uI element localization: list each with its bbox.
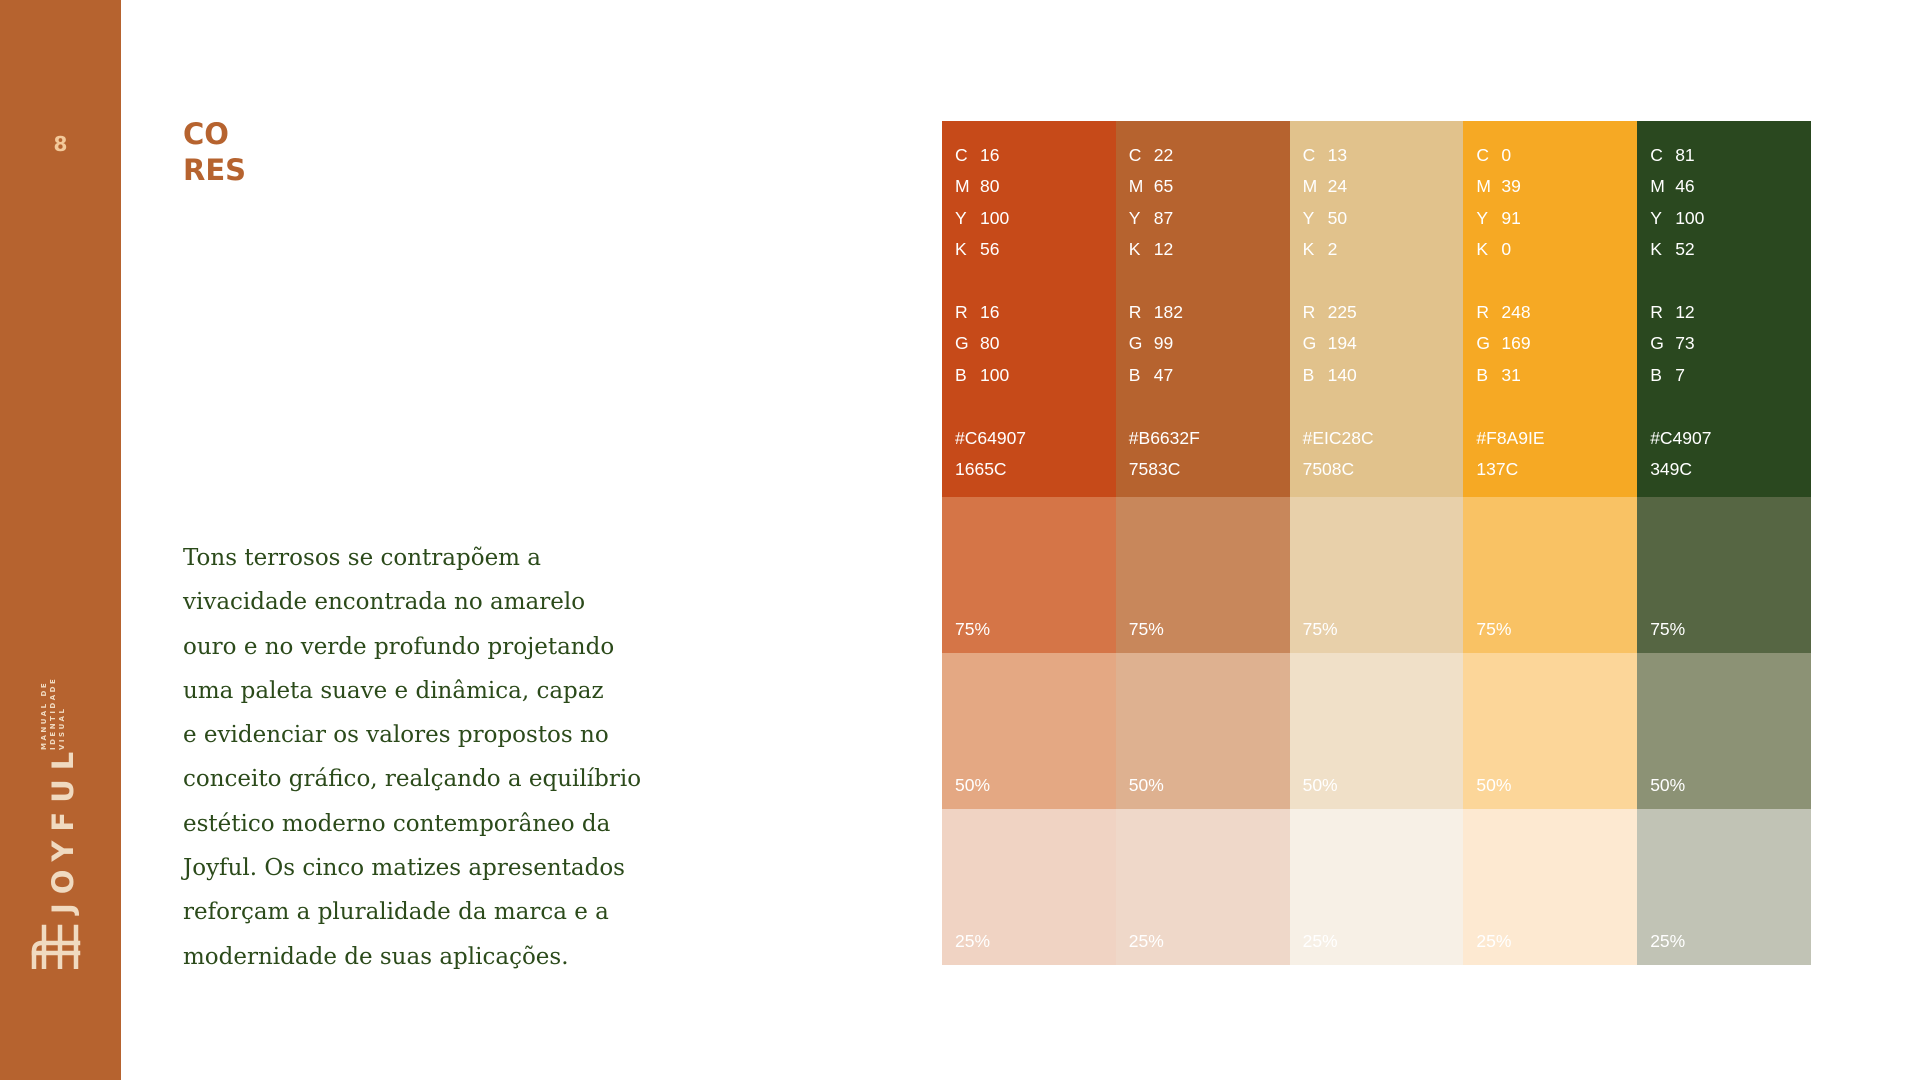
- cmyk-row: [1129, 171, 1290, 202]
- pantone-code: 7583C: [1128, 458, 1181, 479]
- rgb-row: [1650, 328, 1811, 359]
- cmyk-row: [1303, 171, 1464, 202]
- cmyk-row: [1650, 234, 1811, 265]
- cmyk-row: [1650, 140, 1811, 171]
- cmyk-value: 0: [1501, 145, 1512, 165]
- rgb-channel: R: [1302, 301, 1316, 322]
- rgb-channel: B: [1302, 364, 1315, 385]
- brand-sub-line-2: IDENTIDADE: [49, 676, 57, 750]
- swatch-main: [1463, 121, 1637, 497]
- page-title: [183, 116, 246, 188]
- cmyk-channel: C: [1302, 145, 1316, 165]
- rgb-value: 47: [1153, 364, 1174, 385]
- pantone-code: 137C: [1476, 458, 1519, 479]
- pantone-code: 349C: [1650, 458, 1693, 479]
- cmyk-value: 52: [1675, 239, 1695, 260]
- rgb-value: 182: [1153, 301, 1183, 322]
- cmyk-value: 13: [1327, 145, 1348, 165]
- swatch-main: [942, 121, 1116, 497]
- tint-swatch: [1463, 653, 1637, 809]
- hex-code: #C64907: [955, 427, 1027, 448]
- hex-code: #B6632F: [1128, 427, 1200, 448]
- body-line: e evidenciar os valores propostos no: [183, 722, 609, 749]
- tint-label: 25%: [955, 931, 991, 951]
- cmyk-channel: Y: [1302, 207, 1315, 228]
- tint-swatch: [1290, 497, 1464, 653]
- cmyk-channel: Y: [955, 207, 967, 228]
- tint-label: 75%: [1650, 619, 1686, 639]
- rgb-row: [955, 297, 1116, 328]
- body-line: modernidade de suas aplicações.: [183, 943, 569, 970]
- rgb-row: [1303, 297, 1464, 328]
- rgb-row: [1129, 297, 1290, 328]
- title-line-1: CO: [183, 117, 229, 151]
- cmyk-row: [955, 140, 1116, 171]
- cmyk-row: [1476, 171, 1637, 202]
- cmyk-row: [955, 171, 1116, 202]
- body-line: conceito gráfico, realçando a equilíbrio: [183, 766, 642, 793]
- pantone-code: 7508C: [1302, 458, 1355, 479]
- rgb-value: 31: [1501, 364, 1521, 385]
- cmyk-value: 65: [1153, 176, 1174, 197]
- tint-label: 50%: [1128, 775, 1164, 795]
- tint-label: 50%: [955, 775, 991, 795]
- cmyk-row: [1476, 140, 1637, 171]
- rgb-channel: R: [1650, 301, 1663, 322]
- cmyk-row: [1129, 140, 1290, 171]
- tint-label: 50%: [1476, 775, 1512, 795]
- rgb-channel: G: [955, 333, 969, 354]
- tint-swatch: [942, 809, 1116, 965]
- swatch-column: [942, 121, 1116, 965]
- rgb-row: [1129, 328, 1290, 359]
- tint-swatch: [1290, 809, 1464, 965]
- rgb-row: [1303, 328, 1464, 359]
- cmyk-channel: M: [955, 176, 970, 197]
- rgb-channel: B: [1128, 364, 1141, 385]
- cmyk-value: 39: [1501, 176, 1521, 197]
- cmyk-value: 16: [980, 145, 1000, 165]
- cmyk-channel: C: [955, 145, 968, 165]
- cmyk-channel: Y: [1128, 207, 1141, 228]
- rgb-channel: G: [1302, 333, 1317, 354]
- cmyk-channel: Y: [1476, 207, 1489, 228]
- tint-label: 75%: [1128, 619, 1164, 639]
- rgb-row: [1129, 360, 1290, 391]
- body-paragraph: [183, 536, 653, 979]
- rgb-value: 99: [1153, 333, 1174, 354]
- tint-swatch: [1637, 497, 1811, 653]
- brand-wordmark: JOYFUL: [46, 742, 80, 914]
- pantone-code: 1665C: [955, 458, 1007, 479]
- tint-label: 75%: [955, 619, 991, 639]
- cmyk-value: 46: [1675, 176, 1695, 197]
- cmyk-row: [1129, 203, 1290, 234]
- tint-label: 50%: [1650, 775, 1686, 795]
- body-line: ouro e no verde profundo projetando: [183, 633, 615, 660]
- rgb-value: 16: [980, 301, 1000, 322]
- cmyk-value: 100: [1675, 207, 1705, 228]
- cmyk-channel: C: [1128, 145, 1142, 165]
- joyful-logo-icon: [30, 923, 82, 969]
- body-line: Joyful. Os cinco matizes apresentados: [183, 855, 625, 882]
- cmyk-value: 87: [1153, 207, 1174, 228]
- cmyk-channel: M: [1302, 176, 1318, 197]
- rgb-value: 248: [1501, 301, 1531, 322]
- brand-sub-line-3: VISUAL: [58, 706, 66, 750]
- cmyk-row: [955, 203, 1116, 234]
- rgb-value: 73: [1675, 333, 1695, 354]
- tint-label: 25%: [1302, 931, 1338, 951]
- tint-swatch: [1116, 497, 1290, 653]
- cmyk-value: 80: [980, 176, 1000, 197]
- cmyk-row: [1476, 234, 1637, 265]
- rgb-channel: B: [1476, 364, 1489, 385]
- tint-label: 75%: [1302, 619, 1338, 639]
- cmyk-value: 22: [1153, 145, 1174, 165]
- body-line: vivacidade encontrada no amarelo: [183, 589, 586, 616]
- tint-swatch: [942, 497, 1116, 653]
- swatch-main: [1116, 121, 1290, 497]
- cmyk-channel: Y: [1650, 207, 1662, 228]
- brand-sub-line-1: MANUAL DE: [40, 680, 48, 750]
- color-palette: [942, 121, 1811, 965]
- cmyk-row: [955, 234, 1116, 265]
- tint-swatch: [1290, 653, 1464, 809]
- brand-subtitle: [40, 677, 67, 750]
- cmyk-row: [1476, 203, 1637, 234]
- rgb-value: 80: [980, 333, 1000, 354]
- tint-swatch: [1116, 653, 1290, 809]
- tint-label: 25%: [1128, 931, 1164, 951]
- cmyk-value: 0: [1501, 239, 1512, 260]
- rgb-channel: G: [1476, 333, 1491, 354]
- cmyk-row: [1303, 140, 1464, 171]
- cmyk-channel: C: [1476, 145, 1490, 165]
- rgb-value: 169: [1501, 333, 1531, 354]
- hex-code: #F8A9IE: [1476, 427, 1545, 448]
- cmyk-channel: K: [1476, 239, 1489, 260]
- cmyk-row: [1650, 203, 1811, 234]
- rgb-row: [1650, 360, 1811, 391]
- swatch-column: [1463, 121, 1637, 965]
- cmyk-value: 12: [1153, 239, 1174, 260]
- rgb-value: 194: [1327, 333, 1357, 354]
- rgb-channel: B: [1650, 364, 1662, 385]
- cmyk-value: 24: [1327, 176, 1348, 197]
- cmyk-channel: M: [1128, 176, 1144, 197]
- rgb-channel: B: [955, 364, 967, 385]
- rgb-row: [1476, 297, 1637, 328]
- body-line: reforçam a pluralidade da marca e a: [183, 899, 609, 926]
- tint-swatch: [1637, 809, 1811, 965]
- cmyk-channel: M: [1476, 176, 1491, 197]
- cmyk-row: [1303, 203, 1464, 234]
- sidebar: [0, 0, 121, 1080]
- cmyk-value: 56: [980, 239, 1000, 260]
- cmyk-value: 100: [980, 207, 1010, 228]
- body-line: uma paleta suave e dinâmica, capaz: [183, 677, 604, 704]
- rgb-value: 7: [1675, 364, 1685, 385]
- rgb-row: [1303, 360, 1464, 391]
- cmyk-value: 50: [1327, 207, 1348, 228]
- cmyk-channel: C: [1650, 145, 1663, 165]
- cmyk-row: [1650, 171, 1811, 202]
- cmyk-channel: K: [1128, 239, 1141, 260]
- tint-swatch: [1463, 497, 1637, 653]
- title-line-2: RES: [183, 153, 247, 187]
- tint-label: 25%: [1650, 931, 1686, 951]
- rgb-row: [1476, 328, 1637, 359]
- tint-swatch: [1463, 809, 1637, 965]
- swatch-column: [1290, 121, 1464, 965]
- body-line: estético moderno contemporâneo da: [183, 810, 611, 837]
- tint-label: 75%: [1476, 619, 1512, 639]
- cmyk-value: 2: [1327, 239, 1338, 260]
- rgb-row: [955, 360, 1116, 391]
- rgb-channel: R: [1128, 301, 1142, 322]
- tint-label: 25%: [1476, 931, 1512, 951]
- tint-swatch: [1116, 809, 1290, 965]
- rgb-row: [955, 328, 1116, 359]
- rgb-channel: R: [1476, 301, 1490, 322]
- swatch-main: [1637, 121, 1811, 497]
- rgb-value: 225: [1327, 301, 1357, 322]
- cmyk-channel: M: [1650, 176, 1665, 197]
- tint-label: 50%: [1302, 775, 1338, 795]
- cmyk-channel: K: [955, 239, 967, 260]
- rgb-value: 140: [1327, 364, 1357, 385]
- rgb-channel: G: [1650, 333, 1664, 354]
- rgb-row: [1476, 360, 1637, 391]
- cmyk-value: 91: [1501, 207, 1521, 228]
- tint-swatch: [1637, 653, 1811, 809]
- hex-code: #C4907: [1650, 427, 1712, 448]
- rgb-channel: R: [955, 301, 968, 322]
- page-number: 8: [53, 132, 68, 156]
- rgb-row: [1650, 297, 1811, 328]
- swatch-main: [1290, 121, 1464, 497]
- cmyk-channel: K: [1650, 239, 1662, 260]
- hex-code: #EIC28C: [1302, 427, 1374, 448]
- tint-swatch: [942, 653, 1116, 809]
- rgb-channel: G: [1128, 333, 1143, 354]
- swatch-column: [1637, 121, 1811, 965]
- rgb-value: 12: [1675, 301, 1695, 322]
- cmyk-value: 81: [1675, 145, 1695, 165]
- body-line: Tons terrosos se contrapõem a: [183, 545, 542, 571]
- cmyk-channel: K: [1302, 239, 1315, 260]
- swatch-column: [1116, 121, 1290, 965]
- cmyk-row: [1303, 234, 1464, 265]
- cmyk-row: [1129, 234, 1290, 265]
- rgb-value: 100: [980, 364, 1010, 385]
